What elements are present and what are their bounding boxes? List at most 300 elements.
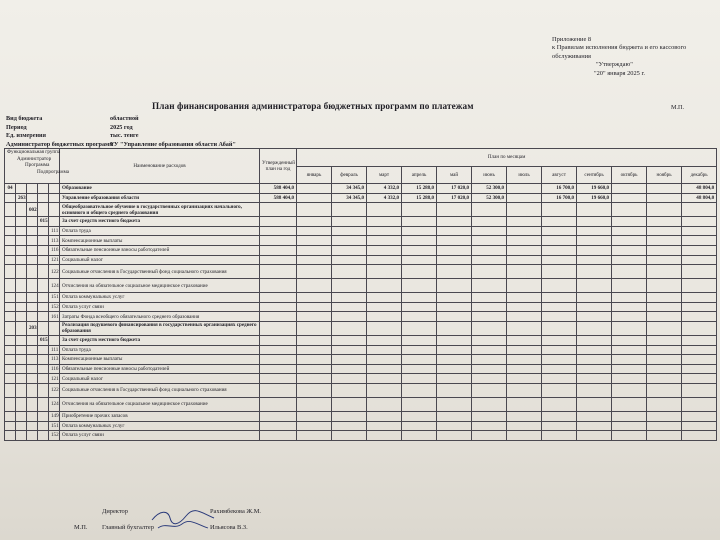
cell-month-value	[437, 279, 472, 293]
cell-month-value: 16 700,0	[542, 193, 577, 203]
cell-month-value	[507, 184, 542, 194]
cell-month-value	[542, 355, 577, 365]
cell-plan	[260, 226, 297, 236]
table-row	[5, 279, 717, 293]
cell-month-value	[507, 421, 542, 431]
cell-month-value	[682, 431, 717, 441]
cell-plan: 588 404,0	[260, 184, 297, 194]
cell-month-value	[367, 203, 402, 217]
cell-month-value	[542, 421, 577, 431]
director-label: Директор	[102, 508, 128, 515]
cell-month-value	[507, 397, 542, 411]
cell-admin	[16, 431, 27, 441]
cell-subprogram	[38, 245, 49, 255]
cell-month-value	[332, 364, 367, 374]
header-name: Наименование расходов	[60, 149, 260, 184]
table-row	[5, 217, 717, 227]
cell-month-value	[402, 293, 437, 303]
cell-month-value	[332, 411, 367, 421]
cell-month-value	[682, 421, 717, 431]
cell-plan	[260, 265, 297, 279]
cell-month-value	[297, 184, 332, 194]
cell-subprogram	[38, 236, 49, 246]
cell-month-value	[472, 217, 507, 227]
cell-month-value	[682, 364, 717, 374]
table-row	[5, 411, 717, 421]
cell-subprogram	[38, 312, 49, 322]
cell-month-value	[647, 374, 682, 384]
cell-month-value: 15 288,0	[402, 184, 437, 194]
cell-func-group	[5, 411, 16, 421]
cell-month-value	[577, 383, 612, 397]
cell-program	[27, 335, 38, 345]
cell-month-value	[297, 421, 332, 431]
table-row	[5, 203, 717, 217]
cell-month-value	[437, 302, 472, 312]
meta-key: Администратор бюджетных программ	[6, 140, 114, 148]
cell-month-value	[612, 312, 647, 322]
cell-subprogram	[38, 355, 49, 365]
cell-specifics: 111	[49, 345, 60, 355]
cell-month-value	[577, 236, 612, 246]
cell-month-value	[612, 255, 647, 265]
header-month: август	[542, 166, 577, 184]
cell-month-value	[507, 364, 542, 374]
cell-specifics: 151	[49, 421, 60, 431]
cell-plan	[260, 421, 297, 431]
cell-specifics: 124	[49, 397, 60, 411]
header-month: сентябрь	[577, 166, 612, 184]
cell-admin	[16, 236, 27, 246]
cell-month-value	[402, 345, 437, 355]
cell-month-value	[437, 431, 472, 441]
cell-admin	[16, 355, 27, 365]
cell-plan	[260, 245, 297, 255]
cell-month-value	[647, 411, 682, 421]
cell-name: Социальные отчисления в Государственный фонд социального страхования	[60, 265, 260, 279]
cell-admin	[16, 411, 27, 421]
cell-month-value	[437, 345, 472, 355]
cell-month-value	[297, 345, 332, 355]
cell-plan	[260, 236, 297, 246]
cell-name: Обязательные пенсионные взносы работодателей	[60, 245, 260, 255]
cell-name: Реализация подушевого финансирования в государственных организациях среднего образования	[60, 321, 260, 335]
cell-month-value	[402, 374, 437, 384]
cell-month-value	[367, 383, 402, 397]
cell-month-value	[297, 312, 332, 322]
cell-month-value	[297, 226, 332, 236]
cell-program	[27, 184, 38, 194]
table-row	[5, 265, 717, 279]
cell-month-value	[332, 255, 367, 265]
cell-admin	[16, 421, 27, 431]
cell-month-value	[402, 421, 437, 431]
cell-month-value	[612, 193, 647, 203]
cell-month-value	[682, 279, 717, 293]
cell-month-value	[682, 293, 717, 303]
cell-month-value	[507, 302, 542, 312]
cell-month-value	[507, 265, 542, 279]
cell-month-value	[437, 203, 472, 217]
cell-month-value	[472, 293, 507, 303]
cell-month-value	[437, 421, 472, 431]
cell-month-value	[682, 217, 717, 227]
cell-month-value	[437, 364, 472, 374]
cell-specifics: 122	[49, 383, 60, 397]
cell-month-value	[682, 335, 717, 345]
cell-month-value	[577, 335, 612, 345]
cell-month-value	[472, 421, 507, 431]
cell-month-value	[682, 265, 717, 279]
cell-month-value	[472, 355, 507, 365]
cell-month-value	[472, 279, 507, 293]
cell-func-group	[5, 321, 16, 335]
cell-program	[27, 411, 38, 421]
cell-func-group	[5, 245, 16, 255]
cell-month-value	[367, 321, 402, 335]
cell-month-value	[472, 226, 507, 236]
meta-key: Ед. измерения	[6, 132, 46, 140]
cell-month-value	[577, 355, 612, 365]
accountant-label: Главный бухгалтер	[102, 524, 154, 531]
cell-month-value	[332, 245, 367, 255]
cell-month-value	[472, 302, 507, 312]
cell-month-value	[542, 335, 577, 345]
cell-month-value	[402, 312, 437, 322]
cell-month-value	[682, 255, 717, 265]
cell-month-value	[682, 226, 717, 236]
cell-month-value	[612, 411, 647, 421]
cell-func-group	[5, 193, 16, 203]
cell-name: Отчисления на обязательное социальное медицинское страхование	[60, 279, 260, 293]
cell-specifics	[49, 321, 60, 335]
cell-month-value	[507, 203, 542, 217]
stamp-place-bottom: М.П.	[74, 524, 88, 531]
cell-month-value	[542, 217, 577, 227]
cell-plan	[260, 364, 297, 374]
cell-plan	[260, 397, 297, 411]
cell-month-value	[612, 335, 647, 345]
cell-name: Затраты Фонда всеобщего обязательного среднего образования	[60, 312, 260, 322]
appendix-line: Приложение 8	[552, 36, 592, 43]
cell-month-value	[577, 431, 612, 441]
meta-value: областной	[110, 115, 139, 122]
cell-name: За счет средств местного бюджета	[60, 335, 260, 345]
cell-month-value	[472, 335, 507, 345]
cell-month-value	[472, 265, 507, 279]
cell-month-value	[577, 203, 612, 217]
document-title: План финансирования администратора бюджетных программ по платежам	[152, 101, 474, 111]
cell-func-group	[5, 203, 16, 217]
cell-plan	[260, 217, 297, 227]
cell-month-value	[542, 293, 577, 303]
table-row	[5, 312, 717, 322]
cell-month-value	[542, 302, 577, 312]
cell-month-value	[507, 321, 542, 335]
cell-month-value	[297, 236, 332, 246]
cell-month-value	[367, 364, 402, 374]
cell-month-value: 52 300,0	[472, 184, 507, 194]
cell-program	[27, 345, 38, 355]
cell-specifics: 113	[49, 236, 60, 246]
cell-month-value	[612, 321, 647, 335]
header-month: декабрь	[682, 166, 717, 184]
cell-month-value	[332, 345, 367, 355]
cell-month-value	[437, 226, 472, 236]
cell-month-value	[612, 355, 647, 365]
cell-month-value	[402, 226, 437, 236]
cell-month-value	[682, 374, 717, 384]
cell-month-value	[402, 383, 437, 397]
cell-month-value	[507, 383, 542, 397]
cell-name: Оплата труда	[60, 345, 260, 355]
cell-name: Образование	[60, 184, 260, 194]
cell-func-group	[5, 374, 16, 384]
cell-name: Оплата коммунальных услуг	[60, 421, 260, 431]
cell-subprogram	[38, 411, 49, 421]
cell-month-value	[297, 364, 332, 374]
header-month: январь	[297, 166, 332, 184]
cell-month-value	[367, 236, 402, 246]
cell-month-value	[367, 397, 402, 411]
cell-month-value	[297, 265, 332, 279]
cell-subprogram	[38, 345, 49, 355]
cell-month-value	[647, 203, 682, 217]
cell-func-group	[5, 335, 16, 345]
cell-admin	[16, 302, 27, 312]
cell-month-value: 15 288,0	[402, 193, 437, 203]
cell-plan	[260, 355, 297, 365]
cell-subprogram	[38, 265, 49, 279]
cell-month-value	[332, 203, 367, 217]
cell-name: Управление образования области	[60, 193, 260, 203]
meta-value: 2025 год	[110, 123, 133, 131]
cell-admin	[16, 217, 27, 227]
appendix-line: обслуживания	[552, 52, 591, 60]
cell-program	[27, 255, 38, 265]
header-month: июнь	[472, 166, 507, 184]
cell-month-value	[472, 345, 507, 355]
cell-month-value	[577, 255, 612, 265]
cell-month-value	[472, 431, 507, 441]
cell-program	[27, 312, 38, 322]
cell-specifics: 161	[49, 312, 60, 322]
cell-func-group	[5, 355, 16, 365]
cell-month-value	[472, 312, 507, 322]
cell-month-value	[367, 345, 402, 355]
cell-admin	[16, 397, 27, 411]
cell-specifics: 124	[49, 279, 60, 293]
cell-month-value	[577, 226, 612, 236]
cell-name: Компенсационные выплаты	[60, 355, 260, 365]
cell-month-value	[402, 236, 437, 246]
cell-month-value	[577, 312, 612, 322]
cell-admin	[16, 245, 27, 255]
cell-month-value	[507, 293, 542, 303]
cell-month-value	[507, 312, 542, 322]
cell-subprogram	[38, 255, 49, 265]
cell-month-value	[682, 321, 717, 335]
cell-plan	[260, 203, 297, 217]
cell-plan	[260, 431, 297, 441]
cell-plan	[260, 345, 297, 355]
cell-month-value	[647, 397, 682, 411]
cell-month-value: 34 345,0	[332, 184, 367, 194]
cell-month-value	[367, 411, 402, 421]
cell-month-value	[647, 245, 682, 255]
cell-month-value: 34 345,0	[332, 193, 367, 203]
cell-month-value	[297, 293, 332, 303]
cell-month-value	[402, 397, 437, 411]
header-month: октябрь	[612, 166, 647, 184]
cell-name: Социальный налог	[60, 374, 260, 384]
cell-month-value	[332, 217, 367, 227]
cell-month-value	[682, 312, 717, 322]
cell-subprogram	[38, 293, 49, 303]
cell-month-value	[367, 255, 402, 265]
cell-admin	[16, 203, 27, 217]
cell-month-value	[682, 203, 717, 217]
cell-month-value	[507, 279, 542, 293]
cell-month-value	[332, 421, 367, 431]
cell-month-value	[332, 355, 367, 365]
cell-month-value	[297, 431, 332, 441]
cell-month-value	[332, 397, 367, 411]
meta-value: ГУ "Управление образования области Абай"	[110, 140, 236, 148]
cell-admin	[16, 335, 27, 345]
cell-month-value	[367, 265, 402, 279]
cell-name: Общеобразовательное обучение в государственных организациях начального, основного и общего среднего образования	[60, 203, 260, 217]
cell-month-value	[472, 245, 507, 255]
cell-subprogram	[38, 374, 49, 384]
cell-func-group	[5, 226, 16, 236]
cell-month-value	[647, 364, 682, 374]
meta-key: Период	[6, 123, 27, 131]
cell-month-value	[542, 255, 577, 265]
table-row	[5, 236, 717, 246]
document-meta	[6, 115, 236, 149]
cell-func-group	[5, 279, 16, 293]
cell-month-value	[402, 364, 437, 374]
cell-specifics: 152	[49, 302, 60, 312]
cell-month-value	[472, 374, 507, 384]
cell-month-value	[577, 245, 612, 255]
header-month: май	[437, 166, 472, 184]
cell-month-value	[402, 355, 437, 365]
cell-month-value	[437, 245, 472, 255]
cell-month-value	[507, 217, 542, 227]
cell-month-value	[507, 411, 542, 421]
cell-month-value	[647, 383, 682, 397]
cell-program	[27, 431, 38, 441]
cell-month-value	[332, 374, 367, 384]
cell-specifics: 152	[49, 431, 60, 441]
cell-month-value	[472, 397, 507, 411]
cell-month-value	[577, 397, 612, 411]
cell-month-value	[507, 226, 542, 236]
cell-month-value	[612, 431, 647, 441]
cell-month-value	[507, 374, 542, 384]
table-row	[5, 374, 717, 384]
cell-specifics	[49, 335, 60, 345]
cell-specifics: 122	[49, 265, 60, 279]
header-func-group: Функциональная группа	[7, 149, 61, 155]
table-row	[5, 364, 717, 374]
cell-month-value	[402, 203, 437, 217]
cell-month-value	[297, 321, 332, 335]
cell-month-value	[402, 321, 437, 335]
header-admin: Администратор	[17, 155, 52, 162]
approve-label: "Утверждаю"	[596, 61, 633, 69]
cell-month-value	[437, 255, 472, 265]
cell-subprogram	[38, 302, 49, 312]
cell-month-value	[577, 302, 612, 312]
cell-month-value	[437, 374, 472, 384]
table-row	[5, 293, 717, 303]
cell-month-value	[577, 293, 612, 303]
cell-month-value	[647, 293, 682, 303]
cell-month-value	[332, 383, 367, 397]
cell-month-value	[507, 335, 542, 345]
cell-name: Оплата услуг связи	[60, 431, 260, 441]
cell-program	[27, 421, 38, 431]
cell-admin	[16, 312, 27, 322]
meta-row	[6, 132, 236, 141]
cell-plan	[260, 302, 297, 312]
cell-month-value	[682, 411, 717, 421]
cell-name: Социальные отчисления в Государственный фонд социального страхования	[60, 383, 260, 397]
table-row	[5, 421, 717, 431]
appendix-line: к Правилам исполнения бюджета и его кассового	[552, 44, 687, 52]
cell-subprogram	[38, 226, 49, 236]
cell-month-value	[647, 312, 682, 322]
cell-subprogram	[38, 193, 49, 203]
cell-month-value	[612, 383, 647, 397]
cell-plan	[260, 335, 297, 345]
cell-month-value	[507, 255, 542, 265]
cell-month-value	[367, 293, 402, 303]
cell-plan	[260, 321, 297, 335]
cell-month-value	[332, 302, 367, 312]
cell-month-value	[297, 355, 332, 365]
cell-month-value	[577, 411, 612, 421]
cell-month-value	[612, 245, 647, 255]
cell-func-group: 04	[5, 184, 16, 194]
cell-name: Оплата труда	[60, 226, 260, 236]
cell-admin	[16, 293, 27, 303]
cell-month-value	[542, 411, 577, 421]
cell-name: Компенсационные выплаты	[60, 236, 260, 246]
cell-month-value	[332, 321, 367, 335]
cell-month-value	[472, 203, 507, 217]
cell-month-value	[297, 397, 332, 411]
table-row	[5, 321, 717, 335]
cell-month-value	[577, 374, 612, 384]
cell-month-value	[472, 255, 507, 265]
cell-program	[27, 355, 38, 365]
cell-month-value	[297, 411, 332, 421]
cell-program	[27, 226, 38, 236]
cell-specifics: 121	[49, 374, 60, 384]
cell-name: Отчисления на обязательное социальное медицинское страхование	[60, 397, 260, 411]
cell-subprogram	[38, 184, 49, 194]
cell-subprogram: 015	[38, 335, 49, 345]
cell-month-value	[542, 236, 577, 246]
cell-month-value	[402, 279, 437, 293]
cell-month-value	[297, 335, 332, 345]
cell-month-value	[472, 321, 507, 335]
cell-program	[27, 302, 38, 312]
